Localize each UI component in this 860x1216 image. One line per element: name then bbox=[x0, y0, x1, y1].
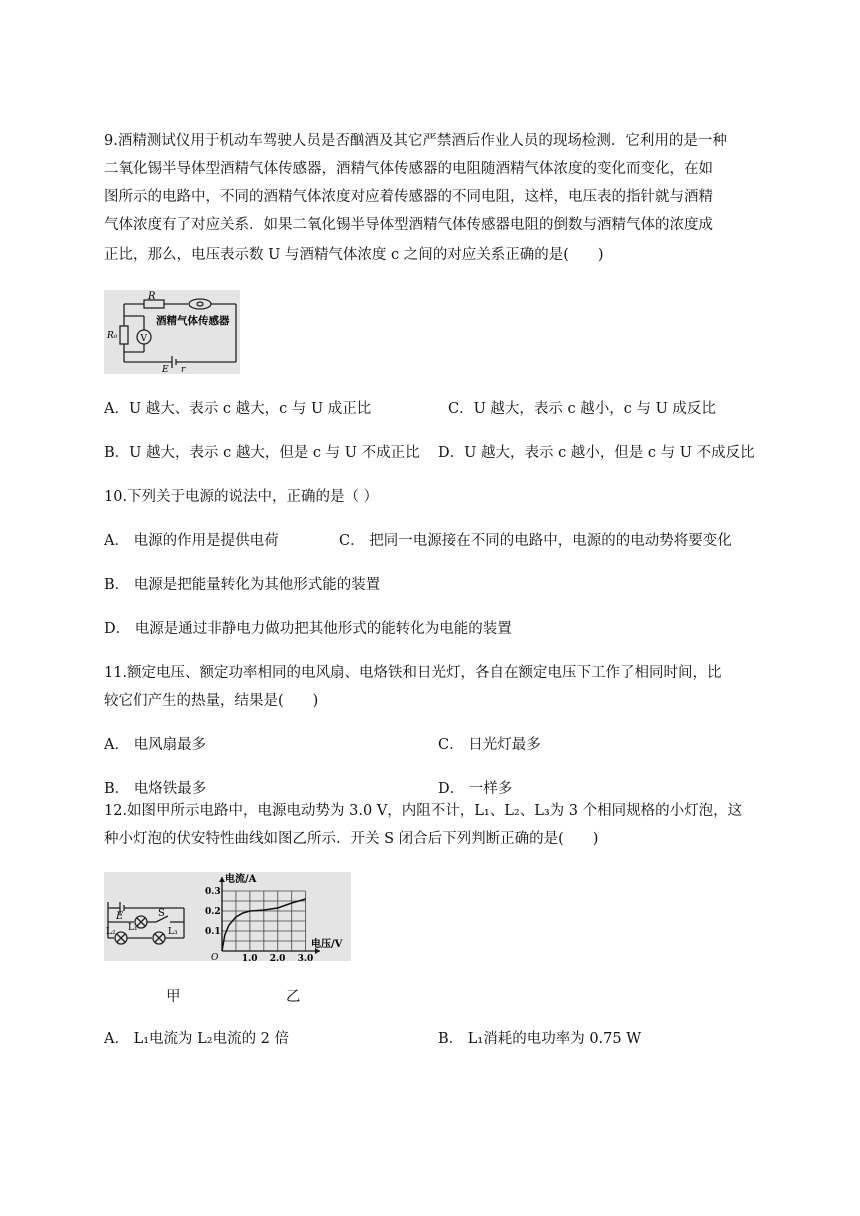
q11-option-c[interactable]: C． 日光灯最多 bbox=[438, 737, 541, 753]
y-tick-label: 0.2 bbox=[205, 907, 221, 917]
q12-iv-graph bbox=[205, 872, 343, 961]
q11-option-d[interactable]: D． 一样多 bbox=[438, 781, 513, 797]
q9-label-r: r bbox=[181, 365, 186, 374]
q9-label-V: V bbox=[140, 334, 147, 344]
x-tick-label: 3.0 bbox=[297, 954, 314, 961]
q10-option-c[interactable]: C． 把同一电源接在不同的电路中，电源的的电动势将要变化 bbox=[339, 533, 732, 549]
q12-option-b[interactable]: B． L₁消耗的电功率为 0.75 W bbox=[438, 1031, 642, 1047]
q10-stem: 10.下列关于电源的说法中，正确的是（ ） bbox=[104, 489, 379, 505]
q10-option-a[interactable]: A． 电源的作用是提供电荷 bbox=[104, 533, 279, 549]
q11-line-1: 11.额定电压、额定功率相同的电风扇、电烙铁和日光灯，各自在额定电压下工作了相同时间，比 bbox=[104, 665, 722, 681]
q9-option-a[interactable]: A．U 越大、表示 c 越大，c 与 U 成正比 bbox=[104, 401, 372, 417]
q11-option-a[interactable]: A． 电风扇最多 bbox=[104, 737, 207, 753]
q12-label-L2: L₂ bbox=[106, 927, 116, 937]
q9-option-c[interactable]: C．U 越大，表示 c 越小，c 与 U 成反比 bbox=[448, 401, 716, 417]
q10-option-b[interactable]: B． 电源是把能量转化为其他形式能的装置 bbox=[104, 577, 381, 593]
q12-caption-left: 甲 bbox=[166, 989, 181, 1005]
q12-figure bbox=[104, 872, 351, 961]
y-tick-label: 0.1 bbox=[205, 927, 221, 937]
q9-option-b[interactable]: B．U 越大，表示 c 越大，但是 c 与 U 不成正比 bbox=[104, 445, 420, 461]
q12-label-E: E bbox=[116, 911, 124, 922]
q9-line-2: 二氧化锡半导体型酒精气体传感器，酒精气体传感器的电阻随酒精气体浓度的变化而变化，在如 bbox=[104, 161, 713, 177]
q9-label-E: E bbox=[162, 365, 169, 374]
x-axis-label: 电压/V bbox=[311, 939, 343, 950]
q12-label-S: S bbox=[158, 908, 165, 919]
q9-label-R0: R₀ bbox=[107, 331, 118, 341]
y-axis-label: 电流/A bbox=[225, 874, 257, 885]
q9-line-3: 图所示的电路中，不同的酒精气体浓度对应着传感器的不同电阻，这样，电压表的指针就与酒精 bbox=[104, 189, 713, 205]
x-tick-label: 2.0 bbox=[269, 954, 286, 961]
q9-label-sensor: 酒精气体传感器 bbox=[156, 315, 230, 327]
q12-line-1: 12.如图甲所示电路中，电源电动势为 3.0 V，内阻不计，L₁、L₂、L₃为 3 个相同规格的小灯泡，这 bbox=[104, 803, 743, 819]
q9-label-R: R bbox=[148, 291, 156, 302]
q9-line-4: 气体浓度有了对应关系．如果二氧化锡半导体型酒精气体传感器电阻的倒数与酒精气体的浓度成 bbox=[104, 217, 713, 233]
origin-label: O bbox=[211, 953, 219, 961]
q12-label-L3: L₃ bbox=[168, 927, 178, 937]
q10-option-d[interactable]: D． 电源是通过非静电力做功把其他形式的能转化为电能的装置 bbox=[104, 621, 512, 637]
q11-option-b[interactable]: B． 电烙铁最多 bbox=[104, 781, 207, 797]
y-tick-label: 0.3 bbox=[205, 887, 221, 897]
q12-circuit bbox=[108, 902, 184, 944]
q12-option-a[interactable]: A． L₁电流为 L₂电流的 2 倍 bbox=[104, 1031, 290, 1047]
q9-option-d[interactable]: D．U 越大，表示 c 越小，但是 c 与 U 不成反比 bbox=[438, 445, 755, 461]
q9-circuit-figure bbox=[104, 290, 240, 374]
q12-label-L1: L₁ bbox=[128, 923, 138, 933]
q9-line-1: 9.酒精测试仪用于机动车驾驶人员是否酗酒及其它严禁酒后作业人员的现场检测．它利用的是一种 bbox=[104, 133, 727, 149]
q11-line-2: 较它们产生的热量，结果是( ) bbox=[104, 693, 319, 709]
q9-line-5: 正比，那么，电压表示数 U 与酒精气体浓度 c 之间的对应关系正确的是( ) bbox=[104, 247, 604, 263]
x-tick-label: 1.0 bbox=[241, 954, 258, 961]
q12-caption-right: 乙 bbox=[286, 989, 301, 1005]
q12-line-2: 种小灯泡的伏安特性曲线如图乙所示．开关 S 闭合后下列判断正确的是( ) bbox=[104, 831, 599, 847]
